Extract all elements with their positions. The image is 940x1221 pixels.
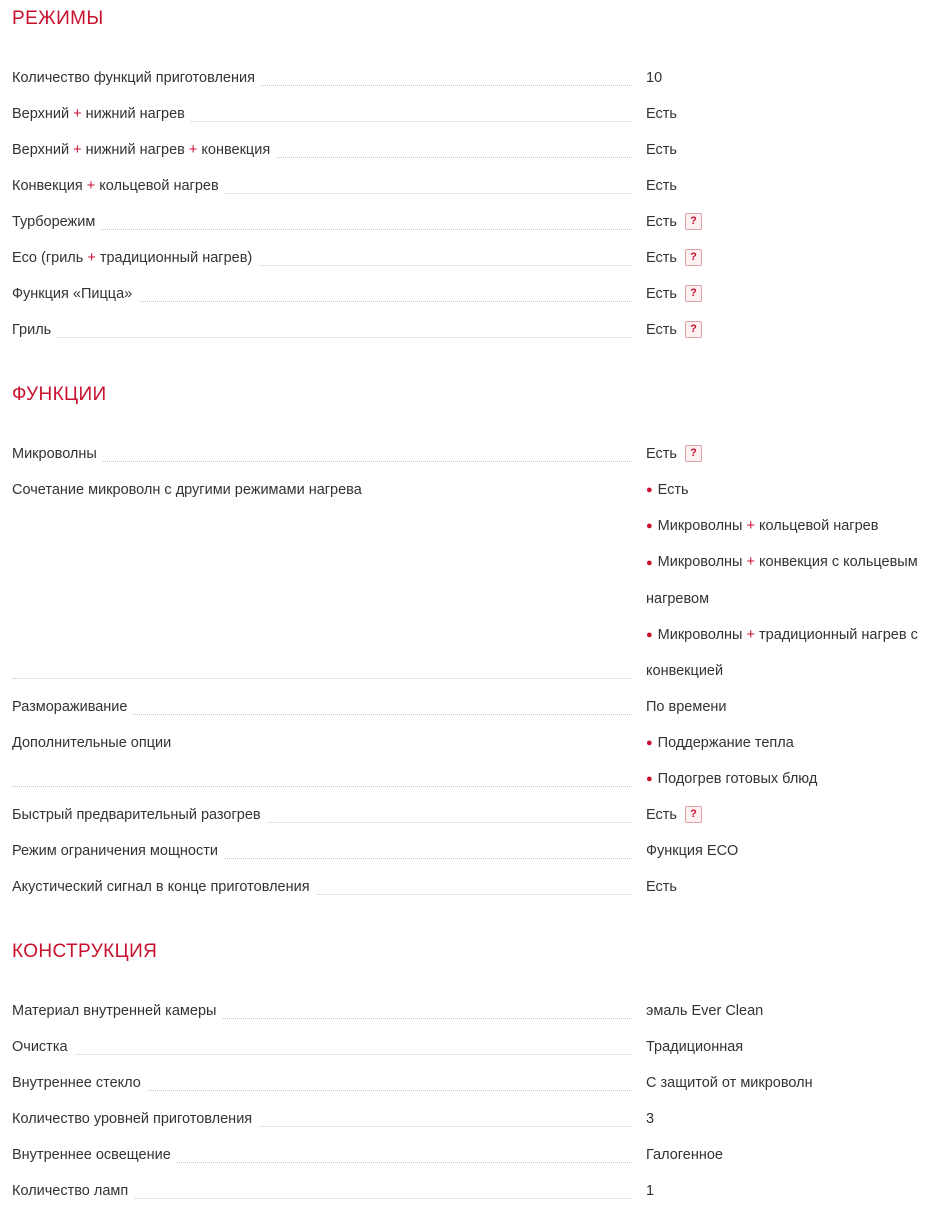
spec-name-label: Быстрый предварительный разогрев bbox=[12, 807, 267, 823]
spec-value bbox=[646, 436, 940, 472]
spec-name-label: Дополнительные опции bbox=[12, 735, 177, 751]
spec-table bbox=[0, 436, 940, 905]
spec-value-line bbox=[646, 1101, 940, 1137]
help-icon[interactable]: ? bbox=[685, 249, 702, 266]
spec-name bbox=[0, 1137, 646, 1173]
spec-value-text: Есть bbox=[646, 807, 677, 824]
spec-value bbox=[646, 60, 940, 96]
spec-name bbox=[0, 436, 646, 472]
spec-name bbox=[0, 96, 646, 132]
spec-name-label: Количество ламп bbox=[12, 1183, 134, 1199]
spec-value-line bbox=[646, 168, 940, 204]
spec-value-text: Есть bbox=[646, 106, 677, 122]
plus-separator: + bbox=[746, 518, 755, 535]
spec-value-text: Традиционная bbox=[646, 1039, 744, 1056]
spec-value bbox=[646, 240, 940, 276]
dotted-leader bbox=[12, 786, 632, 787]
section-spacer bbox=[0, 963, 940, 993]
section-bottom-spacer bbox=[0, 905, 940, 941]
plus-separator: + bbox=[86, 178, 96, 194]
spec-value-line bbox=[646, 1173, 940, 1209]
spec-name bbox=[0, 240, 646, 276]
spec-table bbox=[0, 60, 940, 348]
spec-value bbox=[646, 96, 940, 132]
help-icon[interactable]: ? bbox=[685, 806, 702, 823]
spec-name-label: Турборежим bbox=[12, 214, 101, 230]
spec-value-line bbox=[646, 833, 940, 869]
spec-value-text: Есть bbox=[646, 178, 677, 194]
spec-value bbox=[646, 276, 940, 312]
section-title: ФУНКЦИИ bbox=[12, 384, 107, 405]
plus-separator: + bbox=[73, 106, 82, 122]
spec-name-label: Очистка bbox=[12, 1039, 74, 1055]
bullet-icon: ● bbox=[646, 520, 653, 533]
help-icon[interactable]: ? bbox=[685, 321, 702, 338]
section-construction bbox=[0, 941, 940, 1209]
spec-name-label: Функция «Пицца» bbox=[12, 286, 138, 302]
spec-value-text: Есть bbox=[646, 250, 677, 266]
section-modes bbox=[0, 0, 940, 384]
spec-value-line bbox=[646, 276, 940, 312]
spec-value-text: Микроволны + кольцевой нагрев bbox=[657, 518, 879, 535]
spec-value-line bbox=[646, 993, 940, 1029]
table-row bbox=[0, 276, 940, 312]
spec-name bbox=[0, 797, 646, 833]
section-spacer bbox=[0, 30, 940, 60]
spec-value-text: Микроволны + традиционный нагрев с конвекцией bbox=[646, 626, 918, 679]
spec-value-text: Подогрев готовых блюд bbox=[657, 770, 818, 787]
spec-value-line bbox=[646, 240, 940, 276]
spec-value bbox=[646, 1101, 940, 1137]
spec-value-text: Микроволны + конвекция с кольцевым нагревом bbox=[646, 554, 918, 607]
table-row bbox=[0, 797, 940, 833]
spec-name bbox=[0, 168, 646, 204]
spec-value-text: Функция ECO bbox=[646, 843, 739, 860]
spec-value-text: Есть bbox=[646, 142, 677, 158]
spec-value-line bbox=[646, 472, 940, 508]
spec-name bbox=[0, 833, 646, 869]
table-row bbox=[0, 725, 940, 797]
dotted-leader bbox=[12, 461, 632, 462]
spec-value-line bbox=[646, 689, 940, 725]
spec-name bbox=[0, 472, 646, 689]
spec-name-label: Количество уровней приготовления bbox=[12, 1111, 258, 1127]
spec-value-line bbox=[646, 436, 940, 472]
spec-name bbox=[0, 993, 646, 1029]
spec-value-text: Поддержание тепла bbox=[657, 734, 794, 751]
spec-value bbox=[646, 833, 940, 869]
spec-value-text: Есть bbox=[646, 322, 677, 338]
table-row bbox=[0, 833, 940, 869]
spec-value-line bbox=[646, 132, 940, 168]
section-functions bbox=[0, 384, 940, 941]
spec-name bbox=[0, 1173, 646, 1209]
spec-value-line bbox=[646, 96, 940, 132]
spec-name bbox=[0, 132, 646, 168]
table-row bbox=[0, 1137, 940, 1173]
spec-value-line bbox=[646, 797, 940, 833]
spec-value-text: По времени bbox=[646, 698, 727, 715]
help-icon[interactable]: ? bbox=[685, 213, 702, 230]
spec-name bbox=[0, 1029, 646, 1065]
table-row bbox=[0, 60, 940, 96]
spec-value-text: эмаль Ever Clean bbox=[646, 1003, 764, 1020]
spec-value-line bbox=[646, 508, 940, 544]
spec-value bbox=[646, 1029, 940, 1065]
spec-value-text: С защитой от микроволн bbox=[646, 1075, 813, 1092]
table-row bbox=[0, 132, 940, 168]
spec-name-label: Внутреннее освещение bbox=[12, 1147, 177, 1163]
section-title: РЕЖИМЫ bbox=[12, 8, 104, 29]
spec-value-text: Есть bbox=[657, 482, 689, 498]
help-icon[interactable]: ? bbox=[685, 445, 702, 462]
plus-separator: + bbox=[73, 142, 82, 158]
spec-value bbox=[646, 1173, 940, 1209]
table-row bbox=[0, 472, 940, 689]
spec-value bbox=[646, 312, 940, 348]
spec-value-line bbox=[646, 1029, 940, 1065]
spec-value-text: Есть bbox=[646, 286, 677, 302]
bullet-icon: ● bbox=[646, 773, 653, 786]
spec-name bbox=[0, 204, 646, 240]
spec-value-line bbox=[646, 869, 940, 905]
spec-name-label: Микроволны bbox=[12, 446, 103, 462]
table-row bbox=[0, 312, 940, 348]
spec-name-label: Верхний + нижний нагрев bbox=[12, 106, 191, 122]
spec-value bbox=[646, 168, 940, 204]
table-row bbox=[0, 1173, 940, 1209]
table-row bbox=[0, 240, 940, 276]
spec-table bbox=[0, 993, 940, 1209]
table-row bbox=[0, 168, 940, 204]
spec-value-text: Есть bbox=[646, 446, 677, 462]
spec-name-label: Сочетание микроволн с другими режимами нагрева bbox=[12, 482, 368, 498]
spec-value bbox=[646, 204, 940, 240]
bullet-icon: ● bbox=[646, 484, 653, 497]
spec-name bbox=[0, 869, 646, 905]
spec-value-text: Есть bbox=[646, 879, 677, 896]
table-row bbox=[0, 689, 940, 725]
spec-name bbox=[0, 1101, 646, 1137]
table-row bbox=[0, 436, 940, 472]
spec-name-label: Гриль bbox=[12, 322, 57, 338]
plus-separator: + bbox=[188, 142, 198, 158]
spec-value-line bbox=[646, 544, 940, 616]
plus-separator: + bbox=[746, 626, 755, 643]
spec-name bbox=[0, 1065, 646, 1101]
section-title: КОНСТРУКЦИЯ bbox=[12, 941, 158, 963]
spec-value-line bbox=[646, 1065, 940, 1101]
spec-name bbox=[0, 276, 646, 312]
spec-value-text: Есть bbox=[646, 214, 677, 230]
bullet-icon: ● bbox=[646, 556, 653, 569]
spec-value-line bbox=[646, 60, 940, 96]
spec-value bbox=[646, 132, 940, 168]
spec-name-label: Режим ограничения мощности bbox=[12, 843, 224, 859]
spec-name bbox=[0, 312, 646, 348]
spec-value-text: Галогенное bbox=[646, 1147, 723, 1164]
spec-value-line bbox=[646, 1137, 940, 1173]
spec-name-label: Конвекция + кольцевой нагрев bbox=[12, 178, 225, 194]
spec-name bbox=[0, 60, 646, 96]
plus-separator: + bbox=[746, 554, 755, 571]
spec-value-text: 3 bbox=[646, 1111, 655, 1128]
spec-value bbox=[646, 1137, 940, 1173]
spec-name-label: Внутреннее стекло bbox=[12, 1075, 147, 1091]
bullet-icon: ● bbox=[646, 628, 653, 641]
spec-name-label: Верхний + нижний нагрев + конвекция bbox=[12, 142, 276, 158]
dotted-leader bbox=[12, 337, 632, 338]
spec-value bbox=[646, 1065, 940, 1101]
bullet-icon: ● bbox=[646, 736, 653, 749]
table-row bbox=[0, 204, 940, 240]
spec-value bbox=[646, 725, 940, 797]
dotted-leader bbox=[12, 229, 632, 230]
spec-name-label: Eco (гриль + традиционный нагрев) bbox=[12, 250, 258, 266]
spec-value bbox=[646, 797, 940, 833]
spec-value-line bbox=[646, 617, 940, 689]
spec-value-line bbox=[646, 204, 940, 240]
spec-value-line bbox=[646, 725, 940, 761]
spec-value bbox=[646, 869, 940, 905]
dotted-leader bbox=[12, 1054, 632, 1055]
dotted-leader bbox=[12, 678, 632, 679]
spec-value-line bbox=[646, 312, 940, 348]
spec-value-text: 10 bbox=[646, 70, 663, 86]
spec-name bbox=[0, 689, 646, 725]
spec-name-label: Материал внутренней камеры bbox=[12, 1003, 222, 1019]
table-row bbox=[0, 96, 940, 132]
spec-name-label: Размораживание bbox=[12, 699, 133, 715]
spec-name-label: Акустический сигнал в конце приготовления bbox=[12, 879, 316, 895]
table-row bbox=[0, 1029, 940, 1065]
table-row bbox=[0, 993, 940, 1029]
spec-value bbox=[646, 472, 940, 689]
section-spacer bbox=[0, 406, 940, 436]
help-icon[interactable]: ? bbox=[685, 285, 702, 302]
table-row bbox=[0, 1101, 940, 1137]
table-row bbox=[0, 1065, 940, 1101]
table-row bbox=[0, 869, 940, 905]
spec-value bbox=[646, 993, 940, 1029]
section-bottom-spacer bbox=[0, 348, 940, 384]
spec-value-text: 1 bbox=[646, 1183, 655, 1200]
spec-value-line bbox=[646, 761, 940, 797]
spec-value bbox=[646, 689, 940, 725]
plus-separator: + bbox=[87, 250, 96, 266]
spec-name bbox=[0, 725, 646, 797]
spec-name-label: Количество функций приготовления bbox=[12, 70, 261, 86]
